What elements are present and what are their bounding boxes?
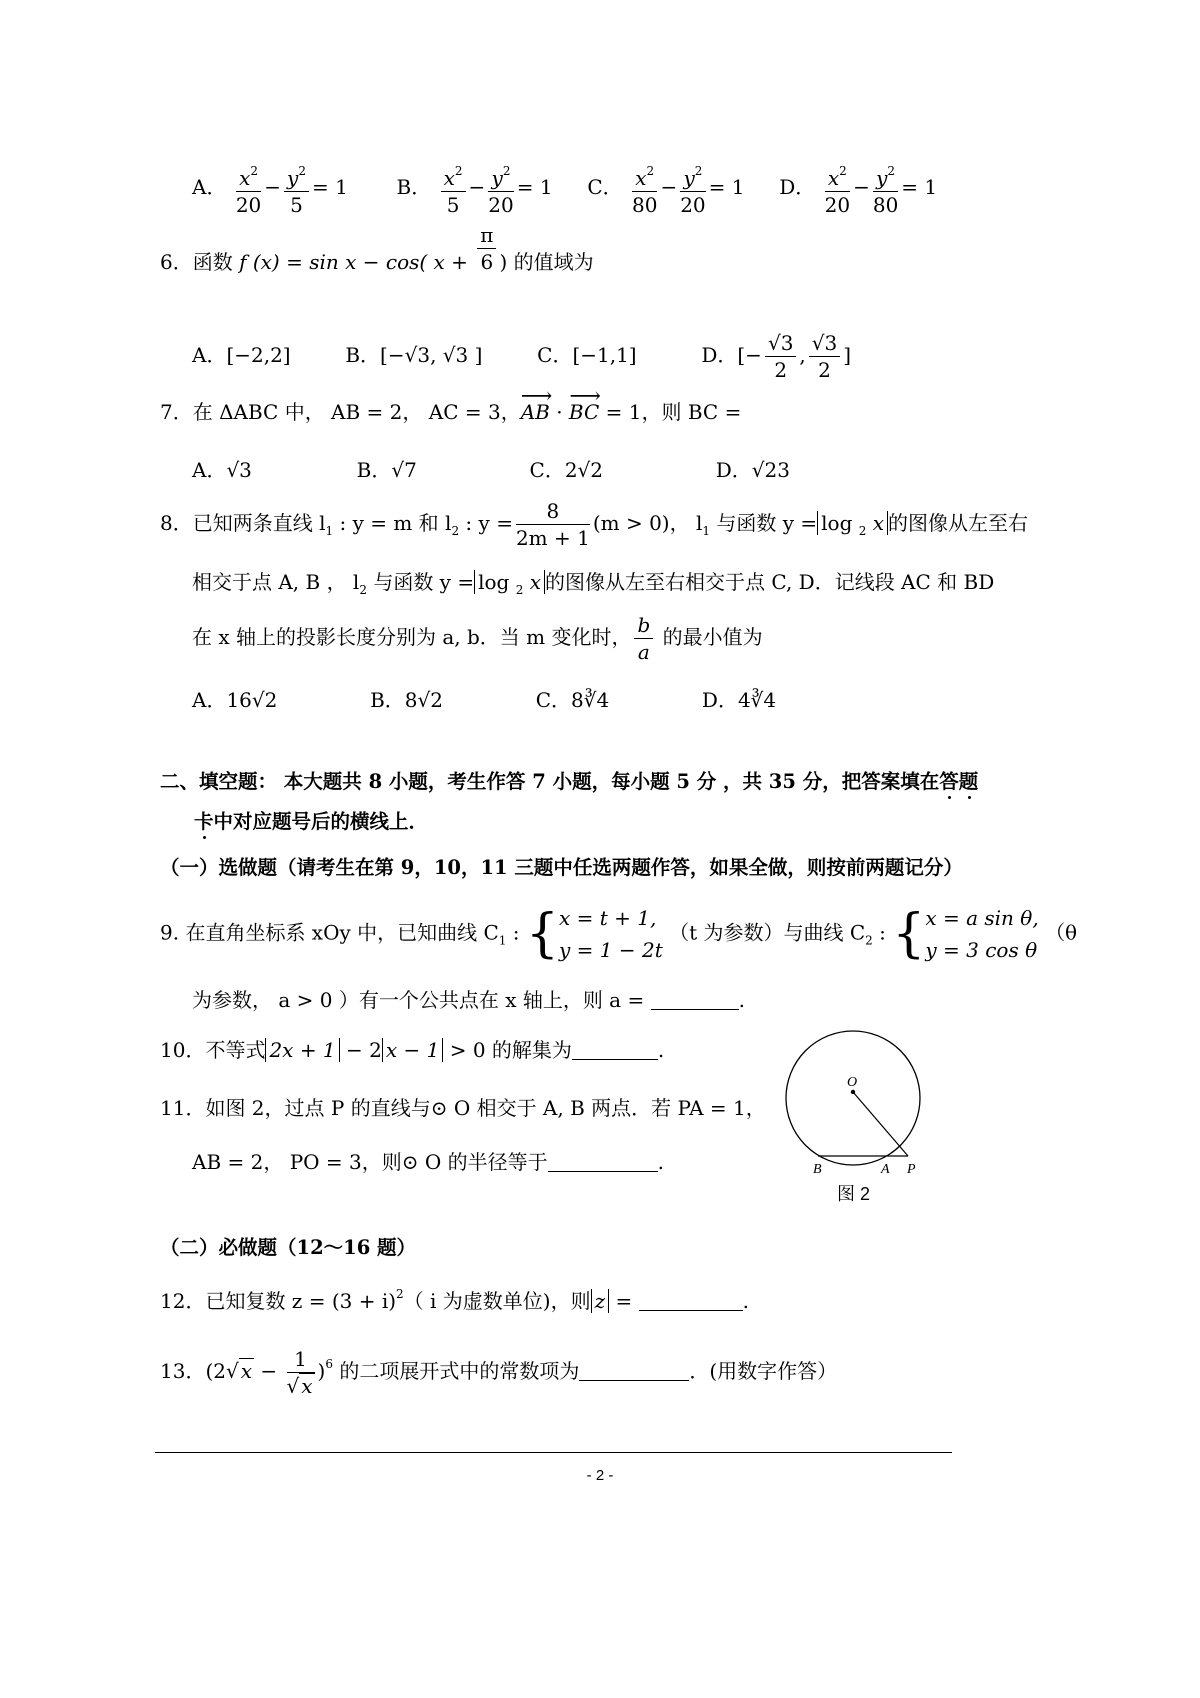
q9-line2: 为参数， a > 0 ）有一个公共点在 x 轴上，则 a = . <box>192 988 745 1012</box>
q8-line2: 相交于点 A, B ， $l_2$ 与函数 y = log $_2$ x 的图像从左至右相交于点 C, D．记线段 AC 和 BD <box>192 570 995 597</box>
abs-log: log $_2$ x <box>474 570 545 594</box>
answer-blank[interactable] <box>639 1290 743 1311</box>
q7-option-b: B．√7 <box>356 458 417 482</box>
q5-options <box>192 158 938 217</box>
curve-c2-system: x = a sin θ, y = 3 cos θ <box>925 906 1039 962</box>
q6-options <box>192 330 851 383</box>
label-b: B <box>813 1162 822 1177</box>
q8-options <box>192 688 776 712</box>
fraction: $\frac{y^2}{5}$ <box>284 158 309 218</box>
section2-subheading-1: （一）选做题（请考生在第 9，10，11 三题中任选两题作答，如果全做，则按前两题记分） <box>160 856 963 879</box>
circle-o <box>786 1031 920 1165</box>
answer-blank[interactable] <box>548 1151 658 1172</box>
q11-line2: AB = 2， PO = 3，则⊙ O 的半径等于 . <box>192 1150 664 1174</box>
q7-option-c: C．2√2 <box>529 458 604 482</box>
q9-line1: 9. 在直角坐标系 xOy 中，已知曲线 $C_1$ : {x = t + 1, y = 1 − 2t （t 为参数）与曲线 $C_2$ : {x = a sin θ, y = 3 cos θ （θ <box>160 904 1078 964</box>
q8-option-a: A．16√2 <box>192 688 278 712</box>
fraction: $\frac{x^2}{20}$ <box>825 158 850 218</box>
q6-option-c: C．[−1,1] <box>537 343 637 367</box>
curve-c1-system: x = t + 1, y = 1 − 2t <box>559 906 663 962</box>
q5-option-c: C． $\frac{x^2}{80}$ − $\frac{y^2}{20}$ = 1 <box>587 175 751 199</box>
vector-ab: ⟶ AB <box>521 400 550 424</box>
fraction: $\frac{y^2}{80}$ <box>873 158 898 218</box>
q11-line1: 11．如图 2，过点 P 的直线与⊙ O 相交于 A, B 两点．若 PA = 1， <box>160 1096 766 1120</box>
section2-subheading-2: （二）必做题（12～16 题） <box>160 1236 417 1259</box>
fraction: $\frac{b}{a}$ <box>634 612 653 665</box>
fraction: $\frac{x^2}{80}$ <box>632 158 657 218</box>
q8-line1: 8．已知两条直线 $l_1$ : y = m 和 $l_2$ : y = $\frac{8}{2m + 1}$ (m > 0)， $l_1$ 与函数 y = log $_2$ x 的图像从左至右 <box>160 499 1029 550</box>
fraction: $\frac{y^2}{20}$ <box>488 158 513 218</box>
q8-option-c: C．8∛4 <box>535 688 610 712</box>
answer-blank[interactable] <box>651 989 739 1010</box>
fraction: $\frac{x^2}{20}$ <box>236 158 261 218</box>
center-dot <box>851 1090 855 1094</box>
q7-option-d: D．√23 <box>715 458 790 482</box>
answer-blank[interactable] <box>579 1360 689 1381</box>
q5-option-b: B． $\frac{x^2}{5}$ − $\frac{y^2}{20}$ = 1 <box>397 175 559 199</box>
q7-options <box>192 458 790 482</box>
q6-option-b: B．[−√3, √3 ] <box>345 343 483 367</box>
q5-option-a: A． $\frac{x^2}{20}$ − $\frac{y^2}{5}$ = 1 <box>192 175 354 199</box>
q6-option-d: D．[− $\frac{√3}{2}$ , $\frac{√3}{2}$ ] <box>701 331 852 382</box>
segment-op <box>853 1092 908 1156</box>
abs-log: log $_2$ x <box>817 511 888 535</box>
figure-2-circle-diagram <box>780 1020 960 1220</box>
vector-bc: ⟶ BC <box>569 400 599 424</box>
q5-option-d: D． $\frac{x^2}{20}$ − $\frac{y^2}{80}$ = 1 <box>779 175 937 199</box>
figure-caption: 图 2 <box>837 1184 871 1204</box>
answer-blank[interactable] <box>572 1039 658 1060</box>
q8-option-d: D．4∛4 <box>701 688 777 712</box>
q6-stem: 6．函数 f (x) = sin x − cos( x + $\frac{\pi}{6}$ ) 的值域为 <box>160 223 594 274</box>
fraction: $\frac{\pi}{6}$ <box>477 222 496 275</box>
label-o: O <box>847 1075 858 1090</box>
q8-line3: 在 x 轴上的投影长度分别为 a, b．当 m 变化时， $\frac{b}{a}$ 的最小值为 <box>192 613 763 664</box>
page-number: - 2 - <box>586 1467 614 1484</box>
fraction: $\frac{8}{2m + 1}$ <box>515 499 590 550</box>
q12: 12．已知复数 $z = (3 + i)^2$（ i 为虚数单位)，则 z = . <box>160 1287 749 1313</box>
q6-option-a: A．[−2,2] <box>192 343 291 367</box>
label-a: A <box>881 1162 890 1177</box>
q7-stem: 7．在 ΔABC 中， AB = 2， AC = 3，⟶ AB · ⟶ BC = 1，则 BC = <box>160 400 741 424</box>
fraction: $\frac{1}{√ x}$ <box>286 1347 313 1398</box>
q7-option-a: A．√3 <box>192 458 252 482</box>
fraction: $\frac{y^2}{20}$ <box>680 158 705 218</box>
footer-rule <box>155 1452 952 1453</box>
label-p: P <box>907 1162 916 1177</box>
q8-option-b: B．8√2 <box>370 688 443 712</box>
q13: 13．(2√ x − $\frac{1}{√ x}$ )$^6$ 的二项展开式中的常数项为 ．(用数字作答） <box>160 1347 838 1398</box>
section2-heading: 二、填空题： 本大题共 8 小题，考生作答 7 小题，每小题 5 分 ，共 35 分，把答案填在答题 <box>160 770 979 793</box>
q10: 10．不等式 2x + 1 − 2 x − 1 > 0 的解集为 . <box>160 1038 665 1062</box>
fraction: $\frac{x^2}{5}$ <box>441 158 466 218</box>
section2-heading-line2: 卡中对应题号后的横线上． <box>194 810 429 833</box>
